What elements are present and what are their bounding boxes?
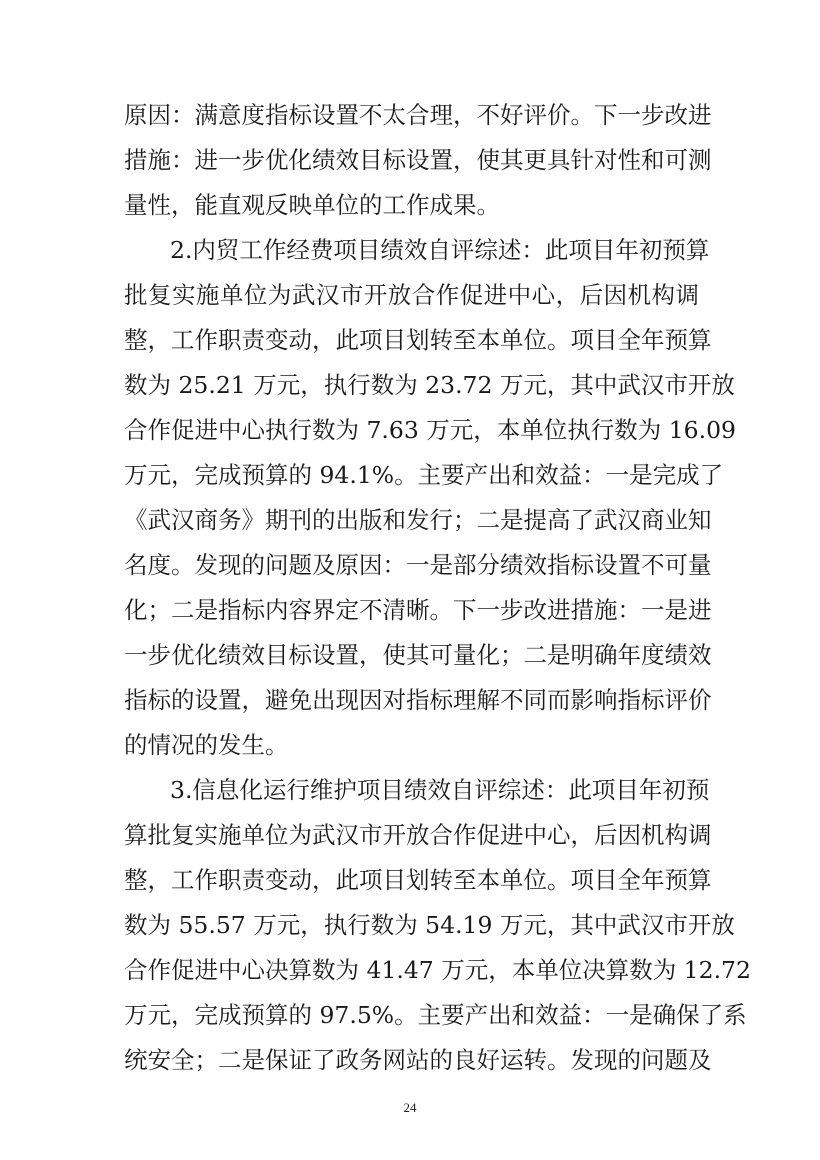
paragraph-heading-line: 2.内贸工作经费项目绩效自评综述：此项目年初预算 (170, 236, 710, 264)
text-line: 指标的设置，避免出现因对指标理解不同而影响指标评价 (124, 686, 712, 714)
text-line: 数为 25.21 万元，执行数为 23.72 万元，其中武汉市开放 (124, 371, 735, 399)
text-line: 整，工作职责变动，此项目划转至本单位。项目全年预算 (124, 866, 712, 894)
text-line: 万元，完成预算的 97.5%。主要产出和效益：一是确保了系 (124, 1001, 747, 1029)
text-line: 数为 55.57 万元，执行数为 54.19 万元，其中武汉市开放 (124, 911, 735, 939)
text-line: 措施：进一步优化绩效目标设置，使其更具针对性和可测 (124, 146, 712, 174)
text-line: 算批复实施单位为武汉市开放合作促进中心，后因机构调 (124, 821, 712, 849)
text-line: 批复实施单位为武汉市开放合作促进中心，后因机构调 (124, 281, 699, 309)
text-line: 万元，完成预算的 94.1%。主要产出和效益：一是完成了 (124, 461, 724, 489)
text-line: 合作促进中心执行数为 7.63 万元，本单位执行数为 16.09 (124, 416, 737, 444)
text-line: 原因：满意度指标设置不太合理，不好评价。下一步改进 (124, 101, 712, 129)
text-line: 统安全；二是保证了政务网站的良好运转。发现的问题及 (124, 1046, 712, 1074)
text-line: 《武汉商务》期刊的出版和发行；二是提高了武汉商业知 (124, 506, 712, 534)
text-line: 的情况的发生。 (124, 731, 289, 759)
text-line: 名度。发现的问题及原因：一是部分绩效指标设置不可量 (124, 551, 712, 579)
text-line: 整，工作职责变动，此项目划转至本单位。项目全年预算 (124, 326, 712, 354)
paragraph-heading-line: 3.信息化运行维护项目绩效自评综述：此项目年初预 (170, 776, 710, 804)
text-line: 化；二是指标内容界定不清晰。下一步改进措施：一是进 (124, 596, 712, 624)
page-number: 24 (403, 1100, 417, 1115)
text-line: 合作促进中心决算数为 41.47 万元，本单位决算数为 12.72 (124, 956, 751, 984)
text-line: 量性，能直观反映单位的工作成果。 (124, 191, 500, 219)
text-line: 一步优化绩效目标设置，使其可量化；二是明确年度绩效 (124, 641, 712, 669)
